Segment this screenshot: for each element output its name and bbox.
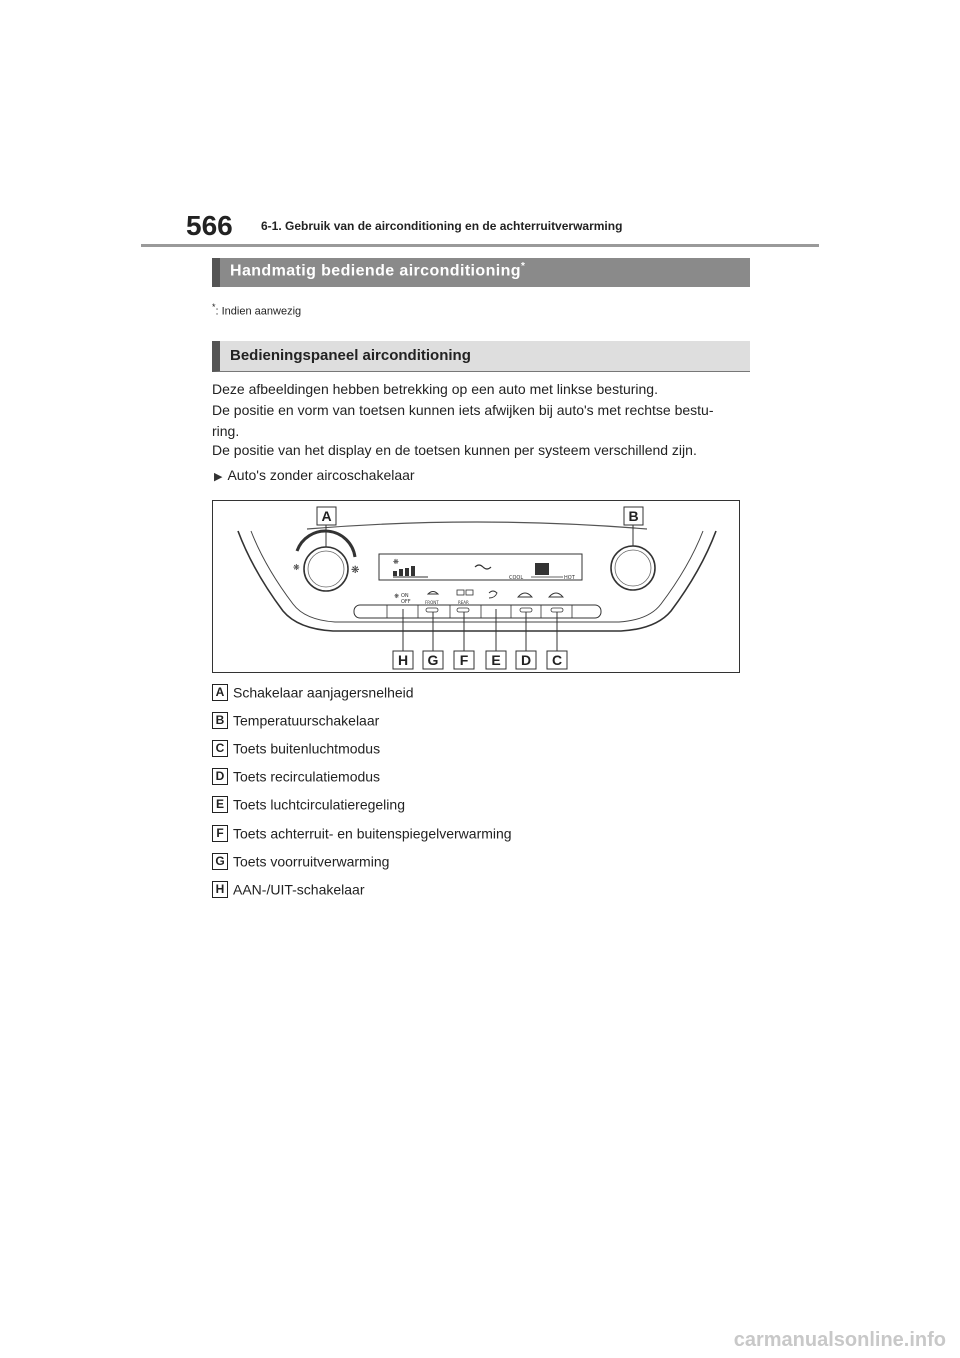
on-label: ON — [401, 593, 409, 599]
header-divider — [141, 244, 819, 247]
callout-b: B — [628, 508, 639, 524]
legend-text: Temperatuurschakelaar — [233, 712, 380, 729]
legend-key: A — [212, 684, 228, 701]
legend-item — [212, 795, 405, 813]
legend-key: G — [212, 853, 228, 870]
legend-item — [212, 824, 512, 842]
bullet-item — [214, 467, 415, 483]
running-header: 6-1. Gebruik van de airconditioning en de achterruitverwarming — [261, 219, 623, 233]
legend-item — [212, 852, 389, 870]
footnote-marker: * — [520, 261, 526, 272]
legend-key: E — [212, 796, 228, 813]
off-label: OFF — [401, 599, 411, 605]
footnote-text: : Indien aanwezig — [215, 305, 302, 318]
legend-item — [212, 880, 364, 898]
body-line-2: De positie en vorm van toetsen kunnen iets afwijken bij auto's met rechtse bestu- — [212, 402, 714, 418]
svg-text:❋: ❋ — [394, 593, 400, 600]
legend-item — [212, 683, 414, 701]
svg-text:❋: ❋ — [393, 558, 399, 566]
cool-label: COOL — [509, 575, 524, 581]
hot-label: HOT — [564, 575, 575, 581]
section-title-bar — [212, 258, 750, 287]
legend-text: Toets recirculatiemodus — [233, 768, 381, 785]
subsection-title: Bedieningspaneel airconditioning — [230, 347, 471, 364]
rear-label: REAR — [458, 600, 469, 605]
bullet-text: Auto's zonder aircoschakelaar — [227, 467, 415, 483]
svg-text:❋: ❋ — [293, 563, 300, 572]
front-label: FRONT — [425, 600, 439, 605]
body-line-4: De positie van het display en de toetsen kunnen per systeem verschillend zijn. — [212, 442, 697, 458]
legend-key: H — [212, 881, 228, 898]
callout-g: G — [427, 652, 439, 668]
arrow-right-icon: ▶ — [214, 471, 223, 483]
callout-a: A — [321, 508, 332, 524]
legend-key: C — [212, 740, 228, 757]
footnote — [212, 302, 301, 318]
legend-text: Toets achterruit- en buitenspiegelverwarming — [233, 825, 512, 842]
callout-d: D — [520, 652, 532, 668]
subsection-title-bar — [212, 341, 750, 372]
ac-panel-figure — [212, 500, 740, 673]
legend-text: Toets buitenluchtmodus — [233, 740, 381, 757]
legend-text: AAN-/UIT-schakelaar — [233, 881, 365, 898]
legend-item — [212, 711, 379, 729]
legend-text: Toets voorruitverwarming — [233, 853, 390, 870]
legend-text: Schakelaar aanjagersnelheid — [233, 684, 414, 701]
svg-text:❋: ❋ — [351, 565, 360, 576]
ac-panel-illustration — [213, 501, 741, 674]
legend-text: Toets luchtcirculatieregeling — [233, 796, 405, 813]
footnote-asterisk: * — [212, 302, 216, 312]
legend-key: F — [212, 825, 228, 842]
legend-item — [212, 767, 380, 785]
legend-item — [212, 739, 380, 757]
body-line-1: Deze afbeeldingen hebben betrekking op een auto met linkse besturing. — [212, 381, 658, 397]
callout-h: H — [397, 652, 409, 668]
callout-f: F — [459, 652, 469, 668]
watermark: carmanualsonline.info — [733, 1329, 946, 1351]
body-line-3: ring. — [212, 423, 240, 439]
legend-key: B — [212, 712, 228, 729]
callout-e: E — [491, 652, 501, 668]
callout-c: C — [551, 652, 563, 668]
section-title: Handmatig bediende airconditioning* — [230, 261, 526, 280]
legend-key: D — [212, 768, 228, 785]
page-number: 566 — [186, 210, 233, 241]
